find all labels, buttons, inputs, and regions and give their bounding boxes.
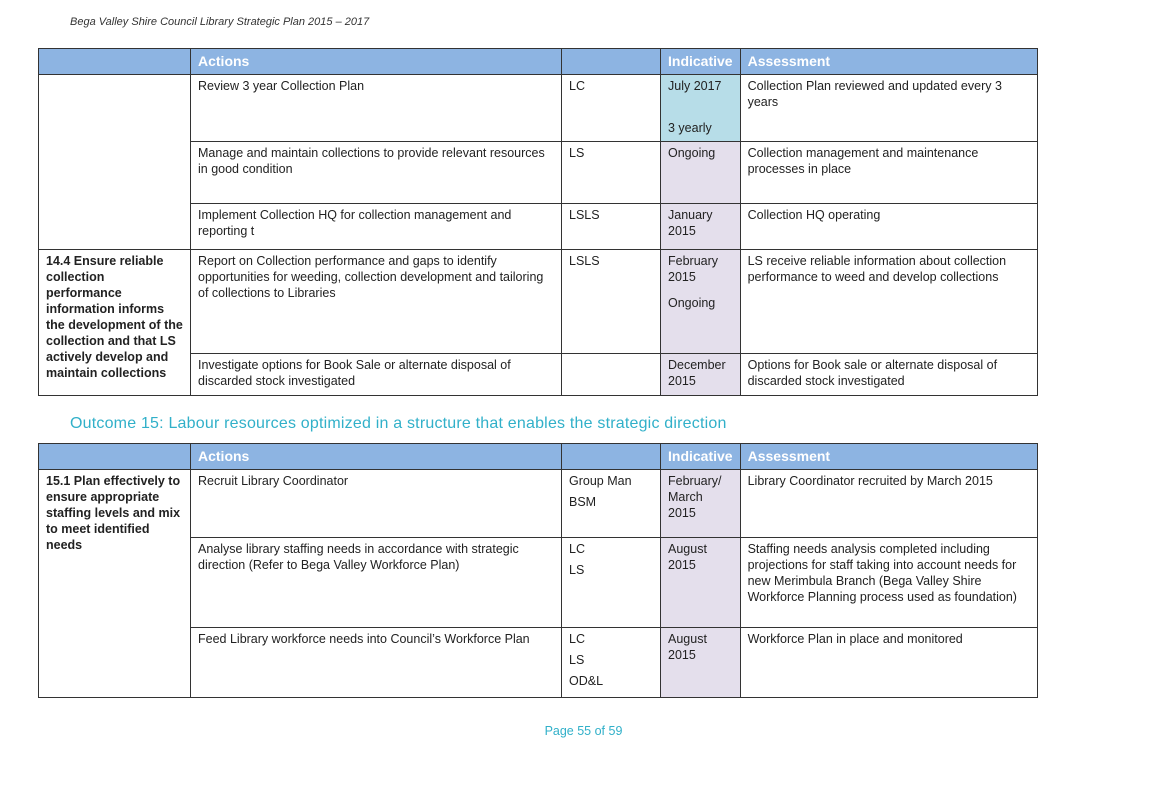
assessment-cell: Collection Plan reviewed and updated every 3 years (740, 75, 1037, 142)
objective-column-header (39, 49, 191, 75)
responsibility-column-header (562, 49, 661, 75)
action-cell: Investigate options for Book Sale or alternate disposal of discarded stock investigated (191, 354, 562, 396)
indicative-cell: February/ March 2015 (661, 470, 741, 538)
objective-cell-empty (39, 75, 191, 250)
action-cell: Report on Collection performance and gaps to identify opportunities for weeding, collection development and tailoring of collections to Libraries (191, 250, 562, 354)
assessment-cell: Staffing needs analysis completed including projections for staff taking into account needs for new Merimbula Branch (Bega Valley Shire Workforce Planning process used as foundation) (740, 538, 1037, 628)
responsibility-cell (562, 354, 661, 396)
indicative-value: 3 yearly (668, 121, 712, 135)
actions-column-header: Actions (191, 49, 562, 75)
responsibility-value: Group Man (569, 474, 632, 488)
action-cell: Feed Library workforce needs into Council’s Workforce Plan (191, 628, 562, 698)
responsibility-value: LC (569, 79, 585, 93)
indicative-cell (661, 75, 741, 142)
indicative-value: February 2015 (668, 254, 719, 284)
responsibility-cell (562, 628, 661, 698)
responsibility-cell (562, 204, 661, 250)
indicative-value: January 2015 (668, 208, 713, 238)
action-cell: Analyse library staffing needs in accordance with strategic direction (Refer to Bega Valley Workforce Plan) (191, 538, 562, 628)
responsibility-column-header (562, 444, 661, 470)
responsibility-cell (562, 470, 661, 538)
assessment-cell: Collection management and maintenance processes in place (740, 142, 1037, 204)
table-header-row (39, 49, 1038, 75)
responsibility-cell (562, 142, 661, 204)
action-cell: Manage and maintain collections to provide relevant resources in good condition (191, 142, 562, 204)
assessment-column-header: Assessment (740, 49, 1037, 75)
collection-actions-table (38, 48, 1038, 396)
page-number: Page 55 of 59 (544, 724, 623, 738)
table-row (39, 470, 1038, 538)
assessment-cell: LS receive reliable information about collection performance to weed and develop collections (740, 250, 1037, 354)
assessment-column-header: Assessment (740, 444, 1037, 470)
assessment-cell: Options for Book sale or alternate disposal of discarded stock investigated (740, 354, 1037, 396)
action-cell: Implement Collection HQ for collection management and reporting t (191, 204, 562, 250)
indicative-cell: August 2015 (661, 628, 741, 698)
responsibility-value: OD&L (569, 674, 604, 688)
indicative-cell: August 2015 (661, 538, 741, 628)
objective-cell: 15.1 Plan effectively to ensure appropriate staffing levels and mix to meet identified needs (39, 470, 191, 698)
indicative-value: July 2017 (668, 79, 722, 93)
assessment-cell: Library Coordinator recruited by March 2015 (740, 470, 1037, 538)
assessment-cell: Collection HQ operating (740, 204, 1037, 250)
responsibility-cell (562, 75, 661, 142)
assessment-cell: Workforce Plan in place and monitored (740, 628, 1037, 698)
indicative-cell (661, 142, 741, 204)
responsibility-cell (562, 538, 661, 628)
responsibility-value: LS (569, 653, 585, 667)
indicative-cell: December 2015 (661, 354, 741, 396)
responsibility-value: LS (569, 146, 585, 160)
running-header: Bega Valley Shire Council Library Strategic Plan 2015 – 2017 (70, 16, 370, 28)
responsibility-value: LS (569, 563, 585, 577)
responsibility-cell (562, 250, 661, 354)
indicative-column-header: Indicative (661, 49, 741, 75)
outcome-15-heading: Outcome 15: Labour resources optimized in a structure that enables the strategic direction (70, 415, 727, 432)
responsibility-value: LSLS (569, 254, 600, 268)
indicative-value: Ongoing (668, 146, 716, 160)
actions-column-header: Actions (191, 444, 562, 470)
table-header-row (39, 444, 1038, 470)
responsibility-value: BSM (569, 495, 597, 509)
indicative-column-header: Indicative (661, 444, 741, 470)
responsibility-value: LSLS (569, 208, 600, 222)
responsibility-value: LC (569, 632, 585, 646)
table-row (39, 75, 1038, 142)
action-cell: Review 3 year Collection Plan (191, 75, 562, 142)
table-row (39, 250, 1038, 354)
staffing-actions-table (38, 443, 1038, 698)
indicative-value: Ongoing (668, 296, 716, 310)
objective-cell: 14.4 Ensure reliable collection performance information informs the development of the collection and that LS actively develop and maintain collections (39, 250, 191, 396)
action-cell: Recruit Library Coordinator (191, 470, 562, 538)
responsibility-value: LC (569, 542, 585, 556)
indicative-cell (661, 250, 741, 354)
indicative-cell (661, 204, 741, 250)
objective-column-header (39, 444, 191, 470)
